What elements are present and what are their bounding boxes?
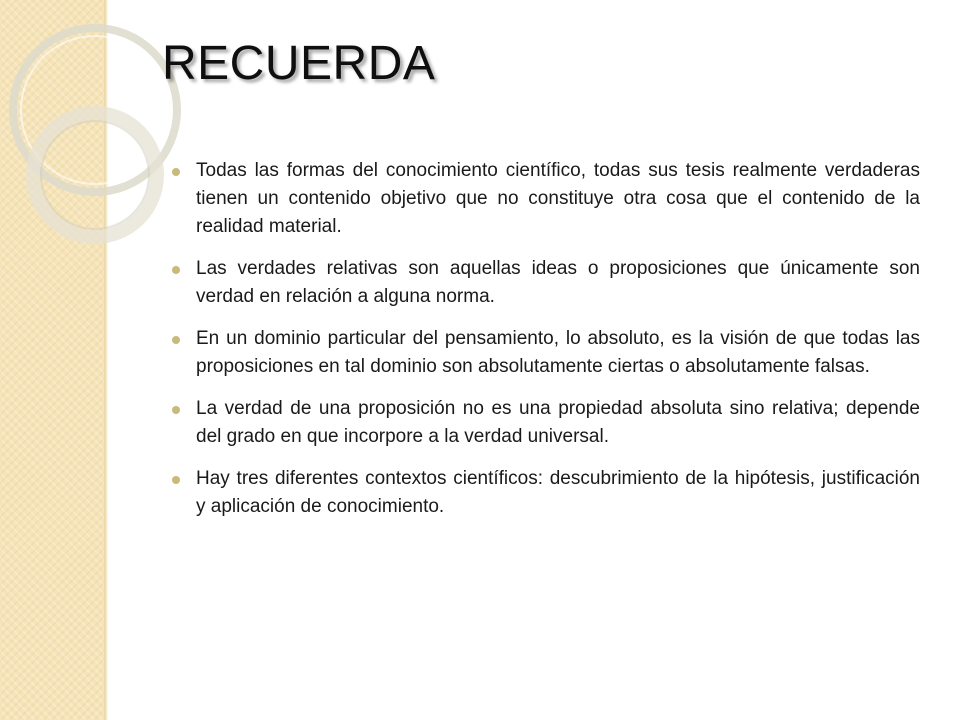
bullet-item xyxy=(158,325,920,381)
bullet-text: Hay tres diferentes contextos científicos: descubrimiento de la hipótesis, justificación y aplicación de conocimiento. xyxy=(196,468,920,517)
bullet-text: Todas las formas del conocimiento científico, todas sus tesis realmente verdaderas tienen un contenido objetivo que no constituye otra cosa que el contenido de la realidad material. xyxy=(196,160,920,237)
bullet-item xyxy=(158,157,920,241)
bullet-dot-icon xyxy=(172,406,180,414)
bullet-item xyxy=(158,255,920,311)
bullet-text: Las verdades relativas son aquellas ideas o proposiciones que únicamente son verdad en relación a alguna norma. xyxy=(196,258,920,307)
bullet-dot-icon xyxy=(172,168,180,176)
bullet-dot-icon xyxy=(172,336,180,344)
slide-title: RECUERDA xyxy=(162,37,436,90)
bullet-text: La verdad de una proposición no es una propiedad absoluta sino relativa; depende del grado en que incorpore a la verdad universal. xyxy=(196,398,920,447)
decorative-ring-small-inner xyxy=(41,121,149,229)
bullet-item xyxy=(158,465,920,521)
bullet-dot-icon xyxy=(172,476,180,484)
bullet-item xyxy=(158,395,920,451)
bullet-dot-icon xyxy=(172,266,180,274)
bullet-list xyxy=(158,157,920,535)
bullet-text: En un dominio particular del pensamiento, lo absoluto, es la visión de que todas las proposiciones en tal dominio son absolutamente ciertas o absolutamente falsas. xyxy=(196,328,920,377)
